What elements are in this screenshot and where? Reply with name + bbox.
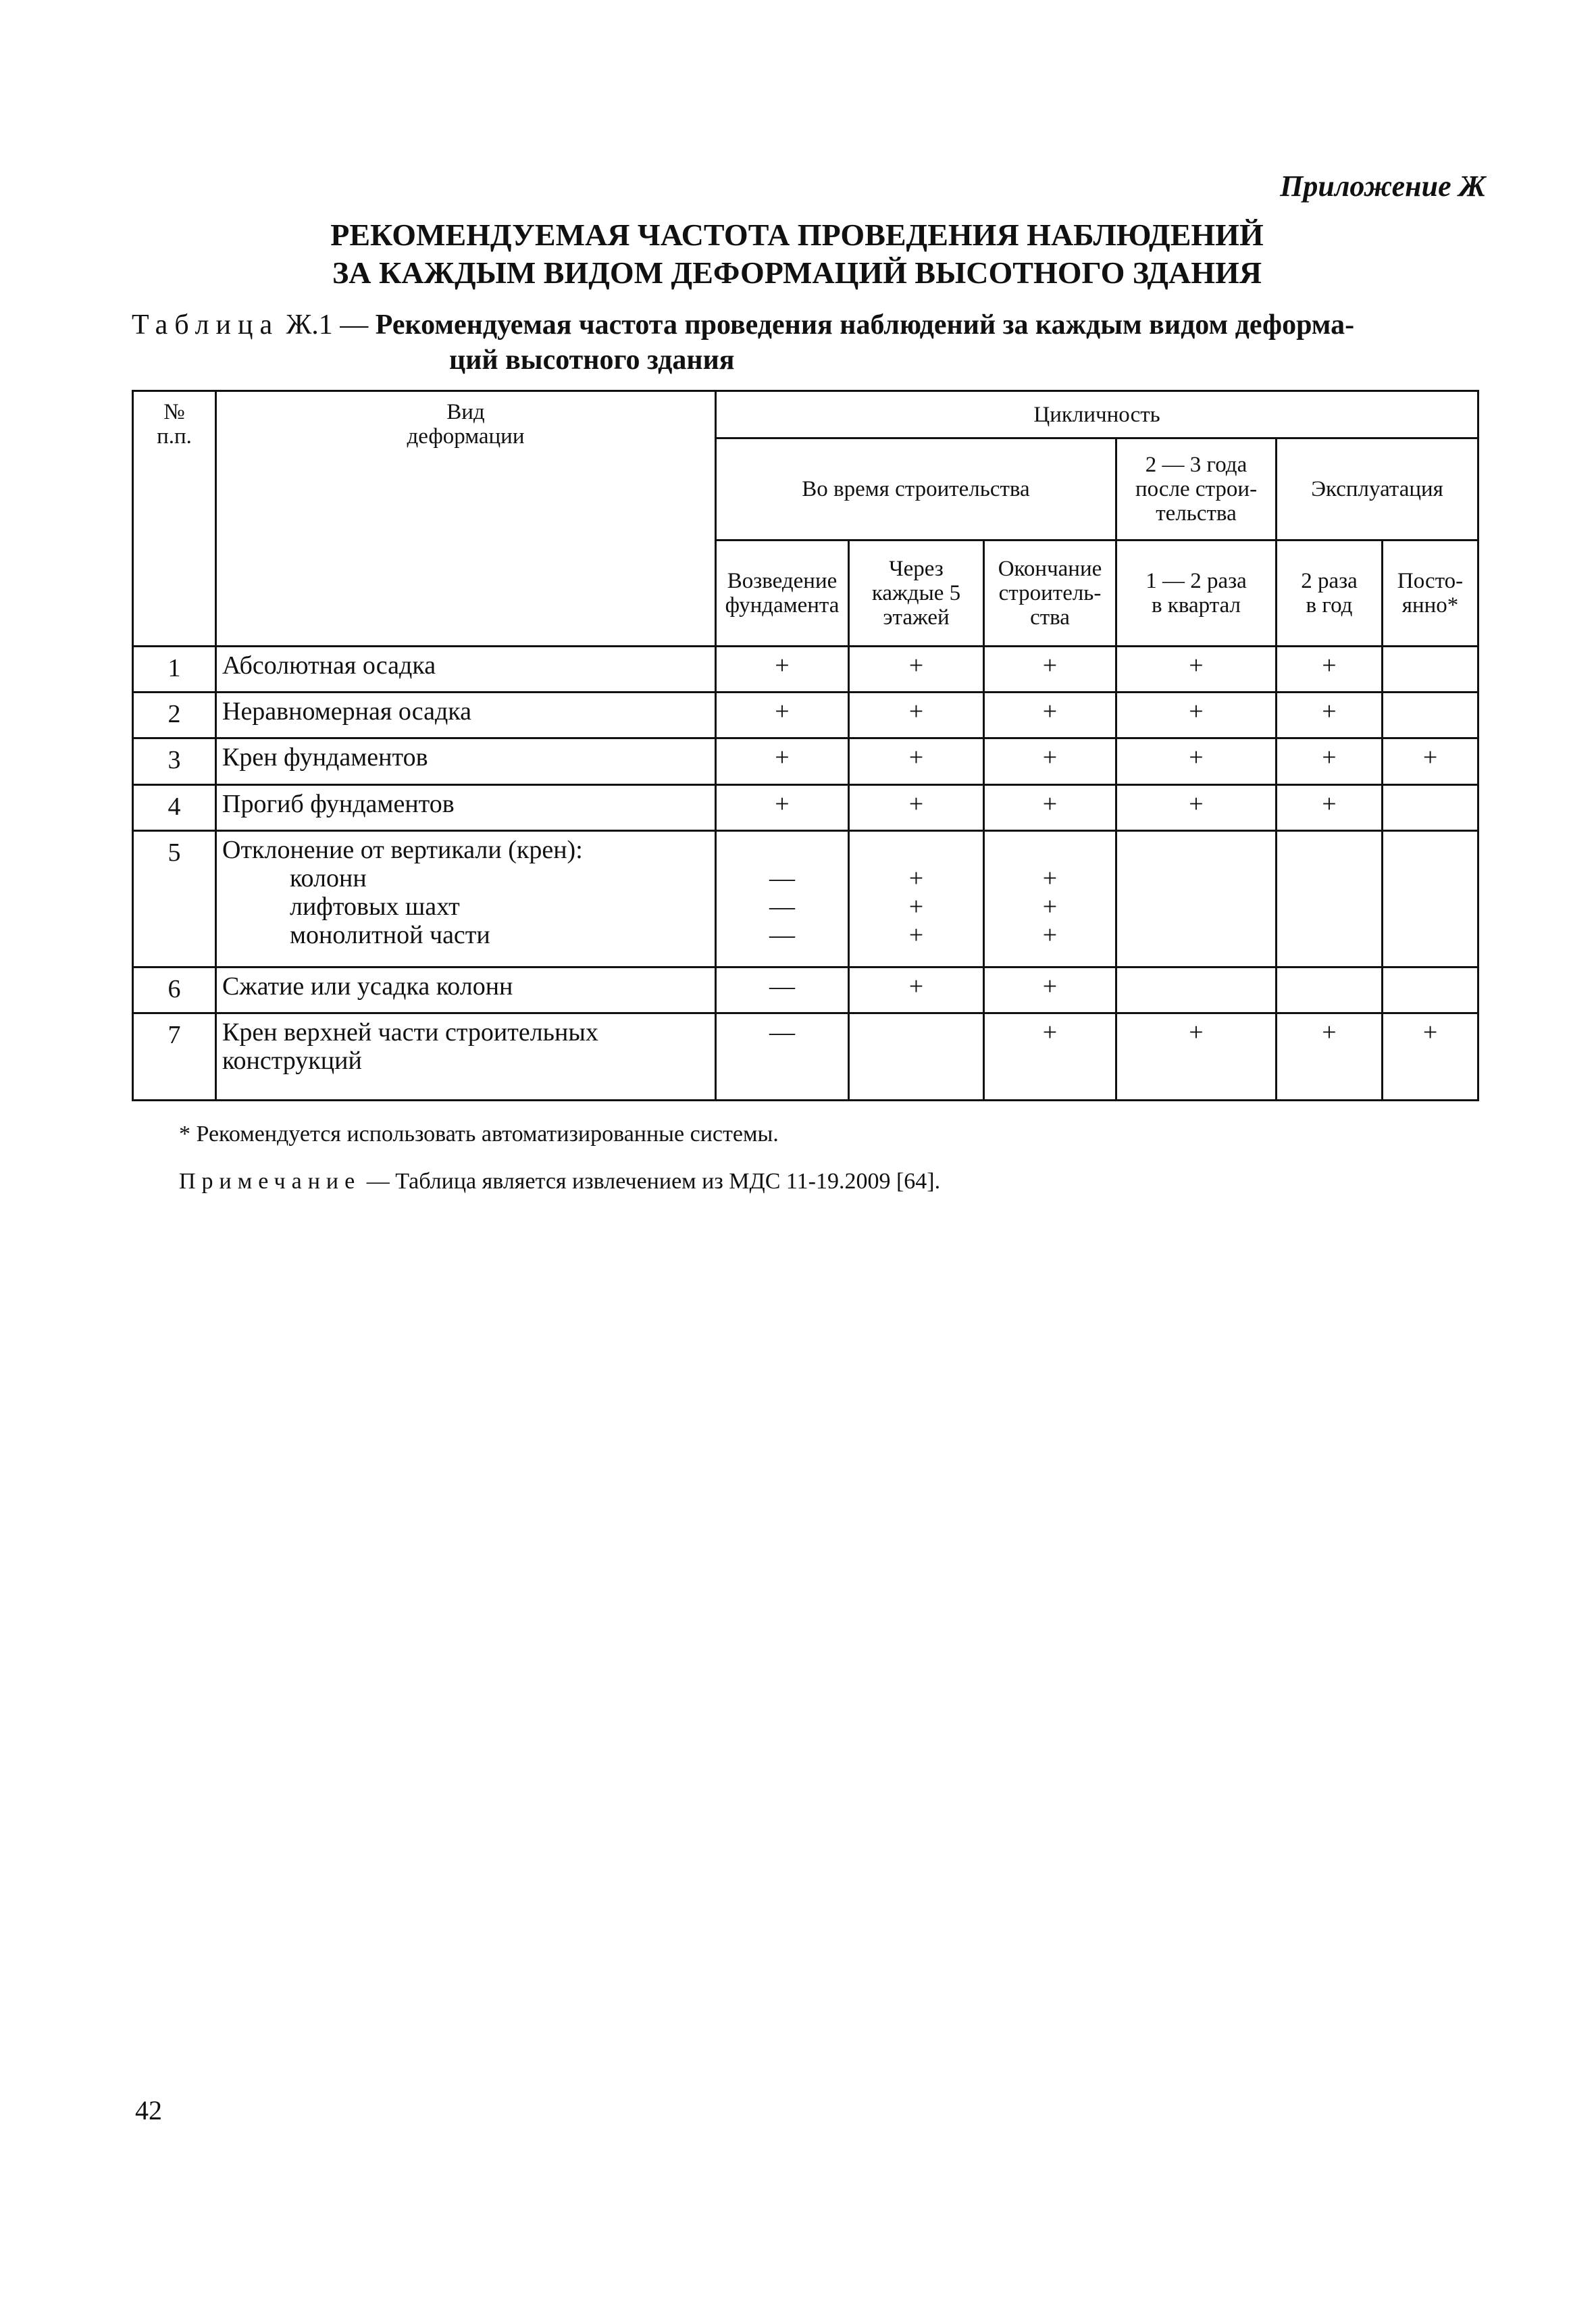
- cell-every-5-floors: +: [849, 784, 984, 830]
- footnote: * Рекомендуется использовать автоматизированные системы.: [179, 1122, 779, 1147]
- table-row: [133, 1013, 1478, 1101]
- row-number: 2: [133, 692, 216, 738]
- header-foundation: Возведение фундамента: [716, 540, 849, 646]
- header-exploitation: Эксплуатация: [1277, 438, 1478, 540]
- row-name: Крен верхней части строительных конструкций: [216, 1013, 716, 1101]
- row-name-main: Отклонение от вертикали (крен):: [222, 836, 583, 865]
- cell-constant: [1383, 646, 1478, 692]
- row-number: 3: [133, 738, 216, 784]
- cell-yearly: +: [1277, 692, 1383, 738]
- header-every-5-floors: Через каждые 5 этажей: [849, 540, 984, 646]
- cell-quarterly: [1116, 831, 1277, 967]
- header-yearly: 2 раза в год: [1277, 540, 1383, 646]
- appendix-label: Приложение Ж: [1280, 170, 1486, 203]
- cell-end-construction: +: [984, 738, 1116, 784]
- cell-constant: +: [1383, 738, 1478, 784]
- cell-quarterly: +: [1116, 784, 1277, 830]
- header-during-construction: Во время строительства: [716, 438, 1116, 540]
- table-row: [133, 967, 1478, 1013]
- note-text: — Таблица является извлечением из МДС 11-19.2009 [64].: [361, 1169, 941, 1194]
- cell-foundation: +: [716, 692, 849, 738]
- note-label: Примечание: [179, 1169, 361, 1194]
- cell-yearly: +: [1277, 738, 1383, 784]
- cell-every-5-floors: +: [849, 967, 984, 1013]
- cell-every-5-floors: [849, 1013, 984, 1101]
- row-number: 5: [133, 831, 216, 967]
- caption-text-1: Рекомендуемая частота проведения наблюдений за каждым видом деформа-: [375, 309, 1355, 341]
- header-constant: Посто- янно*: [1383, 540, 1478, 646]
- row-name: [216, 831, 716, 967]
- header-cyclicity: Цикличность: [716, 391, 1478, 438]
- page-number: 42: [135, 2095, 162, 2126]
- cell-end-construction: +: [984, 692, 1116, 738]
- cell-end-construction: +: [984, 1013, 1116, 1101]
- row-number: 6: [133, 967, 216, 1013]
- caption-label: Таблица: [132, 309, 280, 341]
- frequency-table: [132, 390, 1479, 1101]
- row-sub-lift-shafts: лифтовых шахт: [290, 892, 460, 922]
- cell-every-5-floors: + + +: [849, 831, 984, 967]
- cell-quarterly: [1116, 967, 1277, 1013]
- cell-yearly: +: [1277, 646, 1383, 692]
- cell-quarterly: +: [1116, 646, 1277, 692]
- cell-foundation: +: [716, 738, 849, 784]
- title-line-2: ЗА КАЖДЫМ ВИДОМ ДЕФОРМАЦИЙ ВЫСОТНОГО ЗДАНИЯ: [332, 255, 1262, 290]
- row-name: Прогиб фундаментов: [216, 784, 716, 830]
- row-name: Крен фундаментов: [216, 738, 716, 784]
- row-number: 4: [133, 784, 216, 830]
- cell-yearly: +: [1277, 1013, 1383, 1101]
- cell-yearly: +: [1277, 784, 1383, 830]
- cell-quarterly: +: [1116, 738, 1277, 784]
- row-sub-monolithic: монолитной части: [290, 921, 490, 950]
- table-row: [133, 692, 1478, 738]
- row-name: Абсолютная осадка: [216, 646, 716, 692]
- cell-every-5-floors: +: [849, 738, 984, 784]
- cell-constant: [1383, 831, 1478, 967]
- cell-foundation: +: [716, 784, 849, 830]
- cell-end-construction: +: [984, 646, 1116, 692]
- cell-foundation: +: [716, 646, 849, 692]
- cell-end-construction: + + +: [984, 831, 1116, 967]
- header-type: Вид деформации: [216, 391, 716, 647]
- table-caption: [132, 307, 1469, 378]
- cell-foundation: —: [716, 967, 849, 1013]
- table-row: [133, 738, 1478, 784]
- caption-number: Ж.1 —: [286, 309, 369, 341]
- row-sub-columns: колонн: [290, 864, 367, 893]
- cell-end-construction: +: [984, 967, 1116, 1013]
- caption-text-2: ций высотного здания: [449, 345, 735, 376]
- cell-constant: [1383, 692, 1478, 738]
- cell-foundation: —: [716, 1013, 849, 1101]
- header-after-construction: 2 — 3 года после строи- тельства: [1116, 438, 1277, 540]
- cell-yearly: [1277, 967, 1383, 1013]
- row-name: Сжатие или усадка колонн: [216, 967, 716, 1013]
- cell-constant: +: [1383, 1013, 1478, 1101]
- cell-foundation: — — —: [716, 831, 849, 967]
- cell-quarterly: +: [1116, 692, 1277, 738]
- table-row: [133, 784, 1478, 830]
- table-row: [133, 646, 1478, 692]
- header-quarterly: 1 — 2 раза в квартал: [1116, 540, 1277, 646]
- header-num: № п.п.: [133, 391, 216, 647]
- cell-yearly: [1277, 831, 1383, 967]
- cell-constant: [1383, 967, 1478, 1013]
- table-row: [133, 831, 1478, 967]
- cell-end-construction: +: [984, 784, 1116, 830]
- cell-every-5-floors: +: [849, 692, 984, 738]
- row-name: Неравномерная осадка: [216, 692, 716, 738]
- page-title: [162, 216, 1432, 292]
- row-number: 1: [133, 646, 216, 692]
- table-note: [179, 1169, 940, 1194]
- cell-quarterly: +: [1116, 1013, 1277, 1101]
- cell-constant: [1383, 784, 1478, 830]
- header-end-construction: Окончание строитель- ства: [984, 540, 1116, 646]
- title-line-1: РЕКОМЕНДУЕМАЯ ЧАСТОТА ПРОВЕДЕНИЯ НАБЛЮДЕНИЙ: [330, 218, 1264, 252]
- row-number: 7: [133, 1013, 216, 1101]
- cell-every-5-floors: +: [849, 646, 984, 692]
